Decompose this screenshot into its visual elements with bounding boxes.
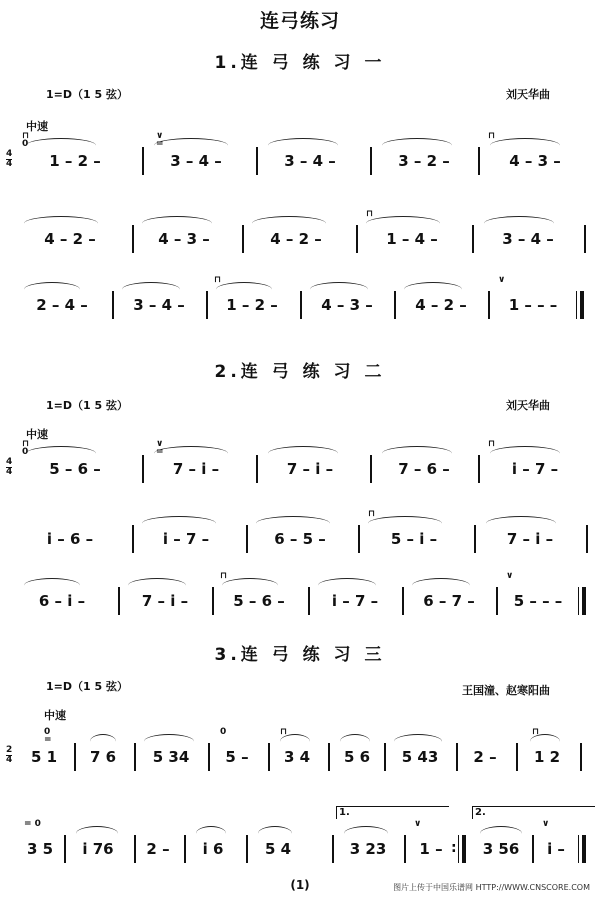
page-number: (1)	[290, 878, 310, 892]
measure: ⊓ 1 2	[532, 727, 561, 766]
measure: 4 – 2 –	[246, 210, 346, 250]
exercise-2-key: 1=D（1 5 弦）	[46, 399, 128, 412]
measure: 6 – 5 –	[250, 510, 350, 550]
watermark: 图片上传于中国乐谱网 HTTP://WWW.CNSCORE.COM	[393, 883, 590, 892]
measure: ⊓ 4 – 3 –	[488, 131, 561, 170]
exercise-3-row-1	[6, 727, 588, 768]
exercise-1-row-1	[6, 131, 588, 172]
measure: 2. 3 56	[472, 820, 530, 860]
measure: ∨ 1 –	[414, 819, 443, 858]
measure: 5 43	[388, 728, 452, 768]
measure: 5 34	[138, 728, 204, 768]
exercise-1-row-3	[20, 276, 588, 316]
measure: 3 – 4 –	[476, 210, 580, 250]
time-signature: 4 4	[6, 457, 13, 477]
measure: 5 6	[332, 728, 382, 768]
measure: ∨ 5 – – –	[506, 571, 563, 610]
exercise-1-title: 1.连 弓 练 习 一	[214, 53, 386, 73]
measure: 7 6	[78, 728, 128, 768]
final-barline	[576, 291, 585, 319]
measure: i – 7 –	[312, 572, 398, 612]
measure: ∨ = 7 – i –	[146, 440, 246, 480]
measure: ⊓ 5 – i –	[362, 510, 466, 550]
measure: 5 4	[250, 820, 306, 860]
measure: 6 – i –	[20, 572, 104, 612]
measure: i 6	[188, 820, 238, 860]
repeat-barline	[458, 835, 467, 863]
final-barline	[578, 587, 587, 615]
measure: ⊓ 5 – 6 –	[220, 571, 285, 610]
measure: 4 – 3 –	[136, 210, 232, 250]
measure: = 0 3 5	[24, 819, 54, 858]
exercise-2-composer: 刘天华曲	[506, 399, 550, 412]
exercise-3-row-2	[20, 807, 588, 860]
measure: ⊓ 0 5 – 6 –	[22, 439, 101, 478]
measure: 2 –	[146, 840, 170, 858]
exercise-2-row-2	[20, 510, 588, 550]
measure: 0 5 –	[220, 727, 249, 766]
exercise-3-title: 3.连 弓 练 习 三	[214, 645, 386, 665]
measure: 7 – i –	[260, 440, 360, 480]
exercise-3-tempo: 中速	[44, 709, 66, 722]
measure: 4 – 2 –	[398, 276, 484, 316]
measure: ⊓ i – 7 –	[488, 439, 559, 478]
exercise-3-key: 1=D（1 5 弦）	[46, 680, 128, 693]
measure: ⊓ 1 – 2 –	[214, 275, 278, 314]
measure: ⊓ 1 – 4 –	[360, 210, 464, 250]
measure: 3 – 4 –	[116, 276, 202, 316]
measure: 4 – 2 –	[20, 210, 120, 250]
exercise-2-row-3	[20, 572, 588, 612]
measure: ∨ = 3 – 4 –	[146, 132, 246, 172]
measure: 7 – i –	[478, 510, 582, 550]
measure: ⊓ 3 4	[280, 727, 311, 766]
measure: ⊓ 0 1 – 2 –	[22, 131, 101, 170]
measure: ∨ i –	[542, 819, 565, 858]
exercise-1-row-2	[20, 210, 588, 250]
exercise-1-tempo: 中速	[26, 120, 48, 133]
measure: 0 = 5 1	[30, 727, 58, 766]
exercise-3-composer: 王国潼、赵寒阳曲	[462, 684, 550, 697]
measure: 6 – 7 –	[406, 572, 492, 612]
measure: ∨ 1 – – –	[498, 275, 558, 314]
measure: 3 – 2 –	[374, 132, 474, 172]
volta-1: 1.	[336, 806, 449, 819]
exercise-2-title: 2.连 弓 练 习 二	[214, 362, 386, 382]
exercise-2-row-1	[6, 439, 588, 480]
measure: 2 – 4 –	[20, 276, 104, 316]
final-barline	[578, 835, 587, 863]
measure: 1. 3 23	[336, 820, 400, 860]
volta-2: 2.	[472, 806, 595, 819]
measure: 2 –	[473, 748, 497, 766]
exercise-2-tempo: 中速	[26, 428, 48, 441]
page-title: 连弓练习	[259, 10, 340, 32]
measure: 7 – i –	[122, 572, 208, 612]
time-signature: 4 4	[6, 149, 13, 169]
exercise-1-composer: 刘天华曲	[506, 88, 550, 101]
measure: i – 7 –	[136, 510, 236, 550]
measure: i – 6 –	[46, 530, 94, 548]
measure: 4 – 3 –	[304, 276, 390, 316]
measure: 3 – 4 –	[260, 132, 360, 172]
time-signature: 2 4	[6, 745, 13, 765]
measure: 7 – 6 –	[374, 440, 474, 480]
exercise-1-key: 1=D（1 5 弦）	[46, 88, 128, 101]
measure: i 76	[68, 820, 128, 860]
